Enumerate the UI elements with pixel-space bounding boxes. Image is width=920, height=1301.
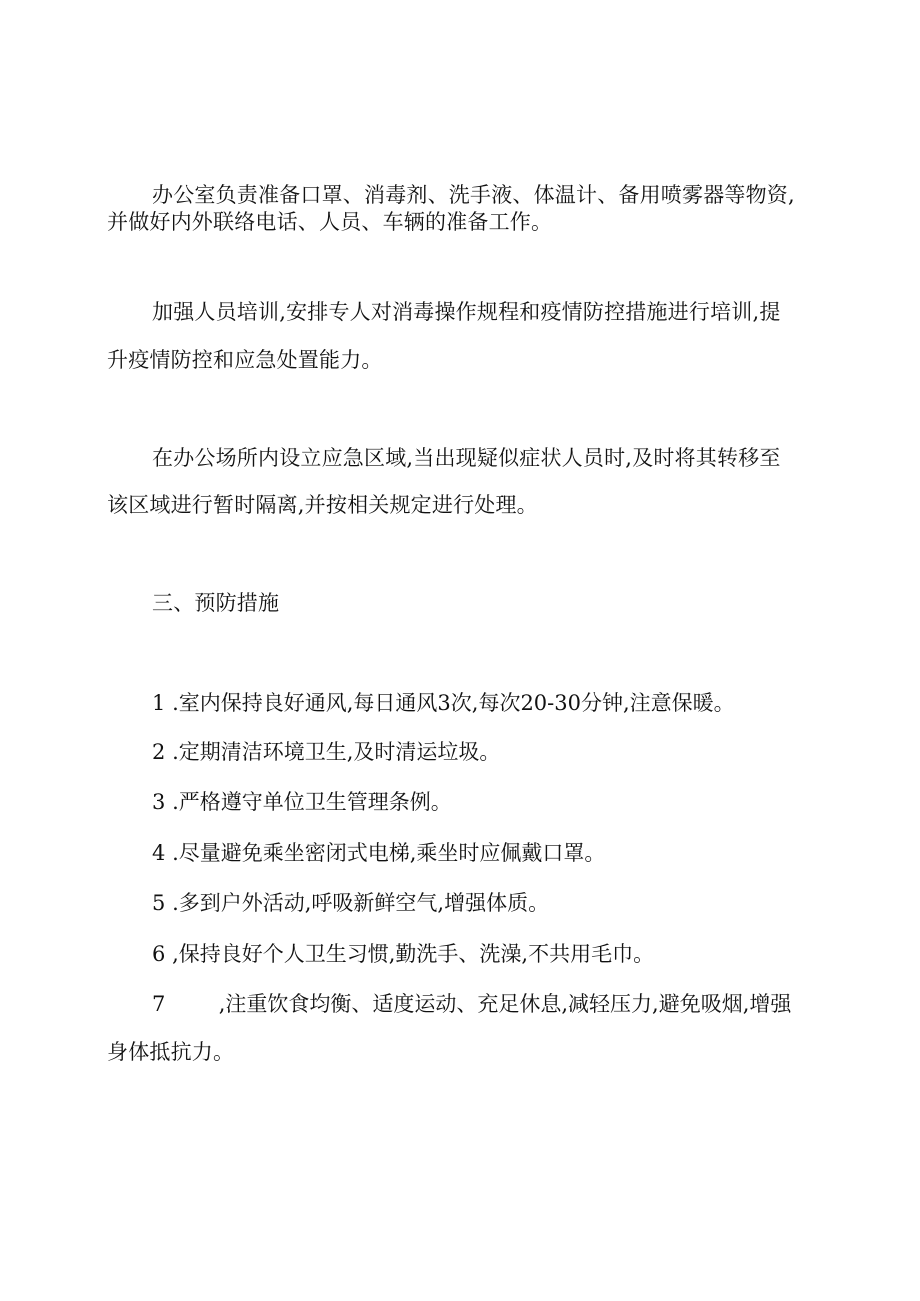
list-item-text: .严格遵守单位卫生管理条例。 <box>172 790 452 814</box>
list-item <box>152 939 654 969</box>
list-item <box>152 838 605 868</box>
paragraph-1-line-1: 办公室负责准备口罩、消毒剂、洗手液、体温计、备用喷雾器等物资, <box>152 183 795 207</box>
list-item-number: 1 <box>152 691 166 715</box>
list-item-text: .室内保持良好通风,每日通风3次,每次20-30分钟,注意保暖。 <box>172 691 735 715</box>
list-item-continuation: 身体抵抗力。 <box>107 1040 235 1064</box>
paragraph-3-line-1: 在办公场所内设立应急区域,当出现疑似症状人员时,及时将其转移至 <box>152 446 781 470</box>
list-item-text: .多到户外活动,呼吸新鲜空气,增强体质。 <box>172 891 550 915</box>
paragraph-2-line-1: 加强人员培训,安排专人对消毒操作规程和疫情防控措施进行培训,提 <box>152 300 781 324</box>
list-item-number: 2 <box>152 740 166 764</box>
list-item-number: 3 <box>152 790 166 814</box>
list-item <box>152 787 452 817</box>
list-item-number: 5 <box>152 891 166 915</box>
list-item <box>152 989 791 1019</box>
list-item <box>152 888 549 918</box>
paragraph-1-line-2: 并做好内外联络电话、人员、车辆的准备工作。 <box>107 210 553 234</box>
section-heading: 三、预防措施 <box>152 591 280 615</box>
list-item-text: .定期清洁环境卫生,及时清运垃圾。 <box>172 740 501 764</box>
list-item-text: .尽量避免乘坐密闭式电梯,乘坐时应佩戴口罩。 <box>172 841 606 865</box>
list-item-number: 6 <box>152 942 166 966</box>
list-item <box>152 737 500 767</box>
list-item-text: ,保持良好个人卫生习惯,勤洗手、洗澡,不共用毛巾。 <box>172 942 655 966</box>
list-item-text: ,注重饮食均衡、适度运动、充足休息,减轻压力,避免吸烟,增强 <box>218 992 792 1016</box>
list-item-number: 7 <box>152 992 166 1016</box>
list-item <box>152 688 735 718</box>
list-item-number: 4 <box>152 841 166 865</box>
paragraph-2-line-2: 升疫情防控和应急处置能力。 <box>107 348 383 372</box>
paragraph-3-line-2: 该区域进行暂时隔离,并按相关规定进行处理。 <box>107 493 538 517</box>
